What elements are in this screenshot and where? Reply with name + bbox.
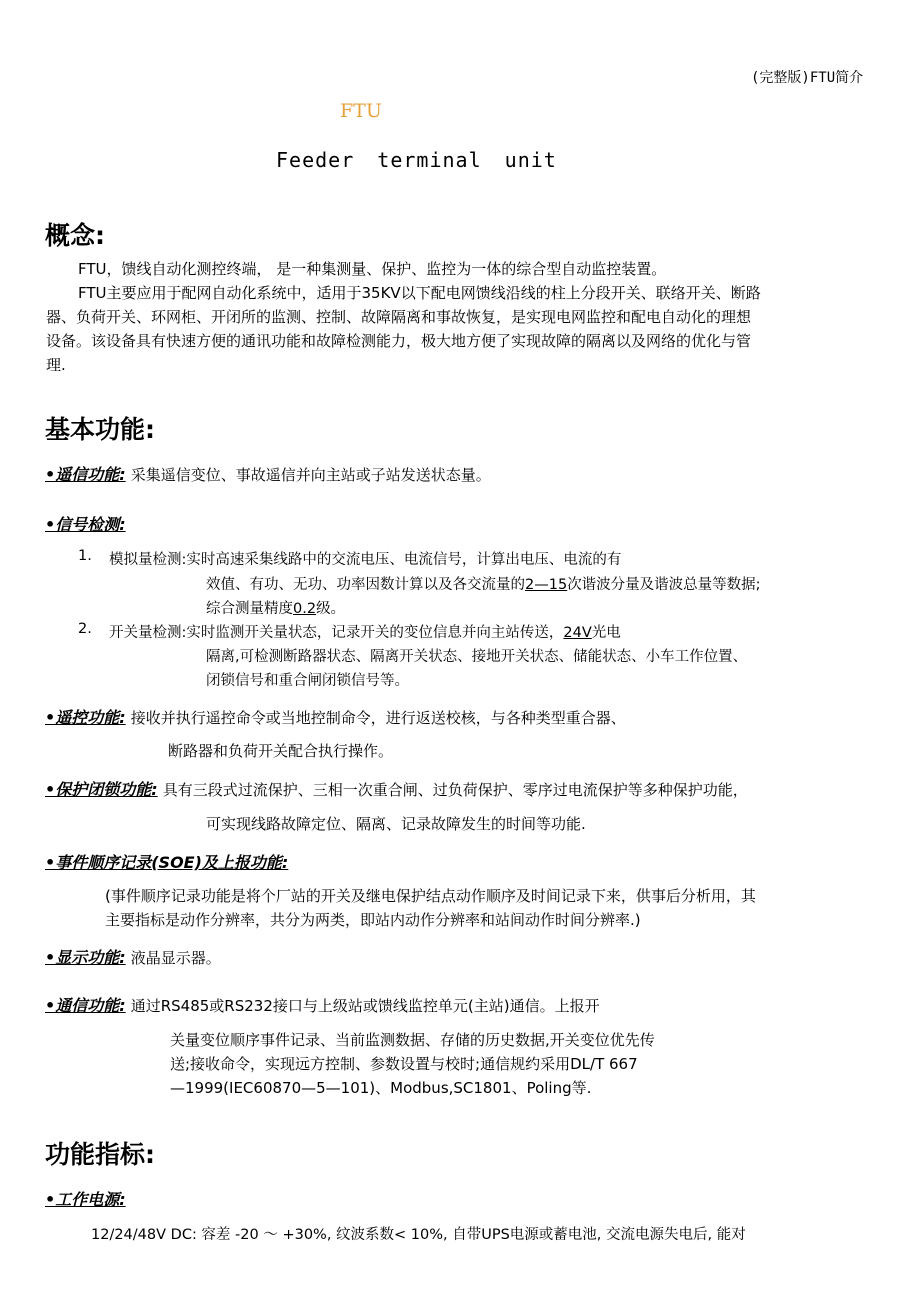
signal-item-2-line-1-text-a: 开关量检测:实时监测开关量状态，记录开关的变位信息并向主站传送，: [109, 625, 564, 641]
soe-label: •事件顺序记录(SOE)及上报功能:: [45, 853, 289, 872]
display-row: [45, 945, 221, 968]
concept-paragraph-1: FTU，馈线自动化测控终端， 是一种集测量、保护、监控为一体的综合型自动监控装置。: [78, 260, 667, 278]
communication-line-4: —1999(IEC60870—5—101)、Modbus,SC1801、Poling等.: [170, 1079, 592, 1097]
signal-item-1-number: 1.: [78, 548, 92, 564]
signal-item-2-line-2: 隔离,可检测断路器状态、隔离开关状态、接地开关状态、储能状态、小车工作位置、: [206, 649, 748, 665]
protection-line-1: 具有三段式过流保护、三相一次重合闸、过负荷保护、零序过电流保护等多种保护功能，: [162, 781, 748, 799]
signal-item-2-line-1: [109, 621, 621, 642]
signal-detection-label: •信号检测:: [45, 515, 126, 534]
concept-heading: 概念:: [45, 221, 105, 250]
document-header: (完整版)FTU简介: [751, 70, 864, 86]
signal-item-1-line-2: [206, 573, 761, 594]
protection-row: [45, 777, 748, 800]
communication-line-1: 通过RS485或RS232接口与上级站或馈线监控单元(主站)通信。上报开: [130, 997, 600, 1015]
signal-item-1-line-2-text-b: 次谐波分量及谐波总量等数据;: [567, 577, 761, 593]
telesignal-label: •遥信功能:: [45, 465, 126, 484]
signal-item-2-number: 2.: [78, 621, 92, 637]
communication-line-2: 关量变位顺序事件记录、当前监测数据、存储的历史数据,开关变位优先传: [170, 1031, 655, 1049]
indicators-heading: 功能指标:: [45, 1140, 155, 1169]
harmonic-range: 2—15: [525, 577, 568, 593]
protection-label: •保护闭锁功能:: [45, 780, 158, 799]
communication-row: [45, 993, 600, 1016]
power-supply-label: •工作电源:: [45, 1190, 126, 1209]
telesignal-text: 采集遥信变位、事故遥信并向主站或子站发送状态量。: [130, 466, 491, 484]
protection-line-2: 可实现线路故障定位、隔离、记录故障发生的时间等功能.: [206, 815, 586, 833]
concept-paragraph-2-line-1: FTU主要应用于配网自动化系统中，适用于35KV以下配电网馈线沿线的柱上分段开关、联络开关、断路: [78, 284, 761, 302]
remote-control-line-1: 接收并执行遥控命令或当地控制命令，进行返送校核，与各种类型重合器、: [130, 709, 626, 727]
signal-item-1-line-1: 模拟量检测:实时高速采集线路中的交流电压、电流信号，计算出电压、电流的有: [109, 552, 622, 568]
signal-item-2-line-1-text-b: 光电: [591, 625, 621, 641]
remote-control-row: [45, 705, 626, 728]
measurement-precision: 0.2: [293, 601, 317, 617]
signal-item-1-line-3-text-a: 综合测量精度: [206, 601, 293, 617]
remote-control-line-2: 断路器和负荷开关配合执行操作。: [168, 742, 394, 760]
communication-line-3: 送;接收命令，实现远方控制、参数设置与校时;通信规约采用DL/T 667: [170, 1055, 638, 1073]
optocoupler-voltage: 24V: [563, 625, 592, 641]
concept-paragraph-2-line-2: 器、负荷开关、环网柜、开闭所的监测、控制、故障隔离和事故恢复，是实现电网监控和配电自动化的理想: [46, 308, 752, 326]
telesignal-row: [45, 462, 491, 485]
soe-line-2: 主要指标是动作分辨率，共分为两类，即站内动作分辨率和站间动作时间分辨率.): [105, 911, 641, 929]
display-label: •显示功能:: [45, 948, 126, 967]
concept-paragraph-2-line-3: 设备。该设备具有快速方便的通讯功能和故障检测能力，极大地方便了实现故障的隔离以及网络的优化与管: [46, 332, 752, 350]
signal-item-1-line-3-text-b: 级。: [316, 601, 346, 617]
display-text: 液晶显示器。: [130, 949, 221, 967]
concept-paragraph-2-line-4: 理.: [46, 356, 66, 374]
signal-item-1-line-3: [206, 597, 345, 618]
document-title-ftu: FTU: [340, 100, 382, 122]
basic-functions-heading: 基本功能:: [45, 415, 155, 444]
signal-item-1-line-2-text-a: 效值、有功、无功、功率因数计算以及各交流量的: [206, 577, 525, 593]
communication-label: •通信功能:: [45, 996, 126, 1015]
signal-item-2-line-3: 闭锁信号和重合闸闭锁信号等。: [206, 673, 409, 689]
power-supply-line-1: 12/24/48V DC: 容差 -20 ～ +30%, 纹波系数< 10%, 自带UPS电源或蓄电池, 交流电源失电后, 能对: [91, 1227, 746, 1243]
remote-control-label: •遥控功能:: [45, 708, 126, 727]
soe-line-1: (事件顺序记录功能是将个厂站的开关及继电保护结点动作顺序及时间记录下来，供事后分析用，其: [105, 887, 756, 905]
document-title-english: Feeder terminal unit: [276, 148, 557, 172]
